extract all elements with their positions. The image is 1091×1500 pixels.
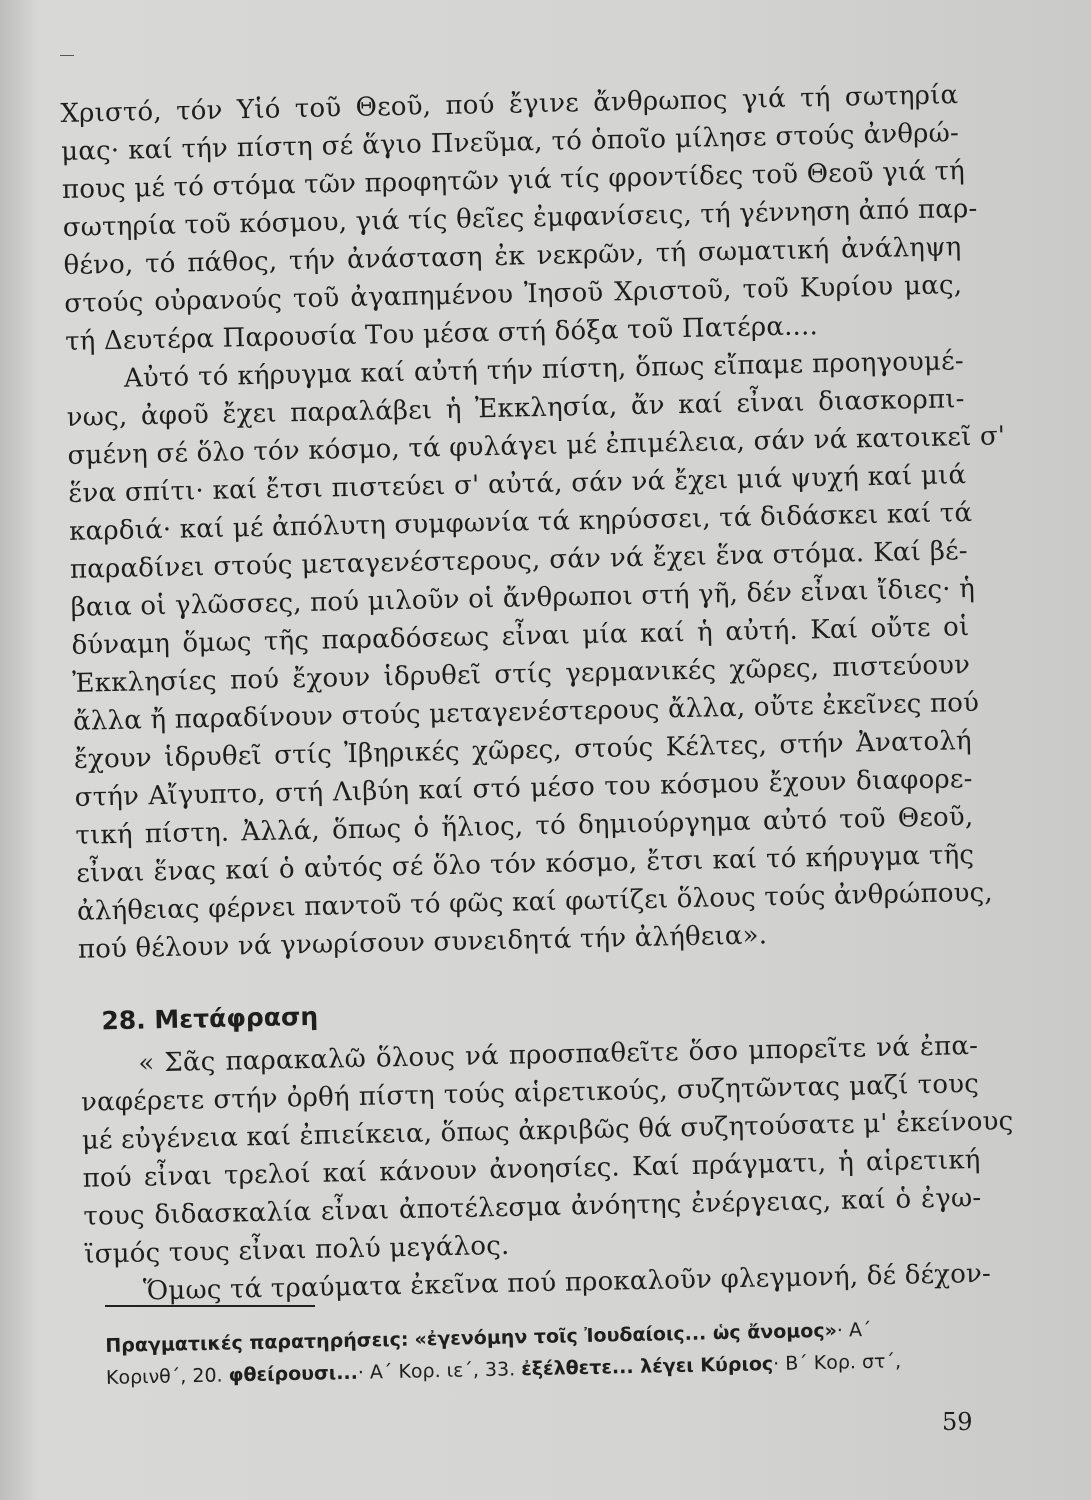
paragraph-3 — [80, 1027, 1014, 1274]
footnote-ref: · Β΄ Κορ. στ΄, — [772, 1350, 902, 1376]
text-line: παραδίνει στούς μεταγενέστερους, σάν νά ἔχει ἕνα στόμα. Καί βέ- — [69, 536, 969, 585]
text-line: ἕνα σπίτι· καί ἔτσι πιστεύει σ' αὐτά, σάν νά ἔχει μιά ψυχή καί μιά — [68, 460, 967, 509]
text-line: σωτηρία τοῦ κόσμου, γιά τίς θεῖες ἐμφανίσεις, τή γέννηση ἀπό παρ- — [62, 193, 978, 243]
text-line: Ὅμως τά τραύματα ἐκεῖνα πού προκαλοῦν φλεγμονή, δέ δέχον- — [142, 1258, 992, 1307]
text-line: δύναμη ὅμως τῆς παραδόσεως εἶναι μία καί ἡ αὐτή. Καί οὔτε οἱ — [71, 612, 970, 661]
text-line: ἔχουν ἱδρυθεῖ στίς Ἰβηρικές χῶρες, στούς Κέλτες, στήν Ἀνατολή — [73, 726, 973, 775]
text-line: στούς οὐρανούς τοῦ ἀγαπημένου Ἰησοῦ Χριστοῦ, τοῦ Κυρίου μας, — [64, 270, 963, 319]
text-line: ἀλήθειας φέρνει παντοῦ τό φῶς καί φωτίζει ὅλους τούς ἀνθρώπους, — [76, 877, 994, 927]
text-line: νως, ἀφοῦ ἔχει παραλάβει ἡ Ἐκκλησία, ἄν καί εἶναι διασκορπι- — [66, 384, 965, 433]
text-line: ἄλλα ἤ παραδίνουν στούς μεταγενέστερους ἄλλα, οὔτε ἐκεῖνες πού — [72, 687, 980, 737]
text-line: ϊσμός τους εἶναι πολύ μεγάλος. — [83, 1230, 510, 1270]
footnote-ref: · Α΄ Κορ. ιε΄, 33. — [357, 1358, 516, 1384]
text-line: καρδιά· καί μέ ἀπόλυτη συμφωνία τά κηρύσσει, τά διδάσκει καί τά — [68, 497, 973, 547]
text-line: βαια οἱ γλῶσσες, πού μιλοῦν οἱ ἄνθρωποι στή γῆ, δέν εἶναι ἴδιες· ἡ — [70, 573, 976, 623]
text-line: Αὐτό τό κήρυγμα καί αὐτή τήν πίστη, ὅπως εἴπαμε προηγουμέ- — [123, 346, 965, 394]
margin-mark — [60, 55, 74, 56]
text-line: Χριστό, τόν Υἱό τοῦ Θεοῦ, πού ἔγινε ἄνθρωπος γιά τή σωτηρία — [60, 80, 959, 129]
footnote-ref: Κορινθ΄, 20. — [105, 1364, 223, 1389]
text-line: Ἐκκλησίες πού ἔχουν ἱδρυθεῖ στίς γερμανικές χῶρες, πιστεύουν — [72, 650, 971, 699]
text-line: στήν Αἴγυπτο, στή Λιβύη καί στό μέσο του κόσμου ἔχουν διαφορε- — [74, 764, 973, 813]
text-line: πους μέ τό στόμα τῶν προφητῶν γιά τίς φροντίδες τοῦ Θεοῦ γιά τή — [61, 156, 966, 205]
text-line: σμένη σέ ὅλο τόν κόσμο, τά φυλάγει μέ ἐπιμέλεια, σάν νά κατοικεῖ σ' — [67, 421, 1006, 471]
paragraph-1 — [60, 76, 978, 361]
section-heading: 28. Μετάφραση — [101, 1001, 319, 1036]
footnote-ref: · Α΄ — [836, 1318, 872, 1342]
text-line: τή Δευτέρα Παρουσία Του μέσα στή δόξα τοῦ Πατέρα.... — [64, 311, 819, 357]
text-line: εἶναι ἕνας καί ὁ αὐτός σέ ὅλο τόν κόσμο, ἔτσι καί τό κήρυγμα τῆς — [76, 840, 975, 889]
main-text — [60, 76, 1014, 1312]
paragraph-2 — [66, 342, 1006, 969]
text-line: τική πίστη. Ἀλλά, ὅπως ὁ ἥλιος, τό δημιούργημα αὐτό τοῦ Θεοῦ, — [75, 802, 974, 851]
footnote-rule — [105, 1305, 315, 1307]
footnotes — [105, 1312, 966, 1394]
page-number: 59 — [942, 1408, 973, 1436]
text-line: τους διδασκαλία εἶναι ἀποτέλεσμα ἀνόητης ἐνέργειας, καί ὁ ἐγω- — [83, 1182, 982, 1232]
footnote-quote: «ἐγενόμην τοῖς Ἰουδαίοις... ὡς ἄνομος» — [414, 1319, 838, 1351]
text-line: μας· καί τήν πίστη σέ ἅγιο Πνεῦμα, τό ὁποῖο μίλησε στούς ἀνθρώ- — [60, 118, 960, 167]
footnote-label: Πραγματικές παρατηρήσεις: — [105, 1328, 409, 1357]
footnote-quote: φθείρουσι... — [228, 1361, 359, 1387]
text-line: πού θέλουν νά γνωρίσουν συνειδητά τήν ἀλήθεια». — [77, 920, 768, 965]
text-line: πού εἶναι τρελοί καί κάνουν ἀνοησίες. Καί πράγματι, ἡ αἱρετική — [82, 1144, 981, 1194]
text-line: « Σᾶς παρακαλῶ ὅλους νά προσπαθεῖτε ὅσο μπορεῖτε νά ἐπα- — [137, 1030, 979, 1079]
text-line: θένο, τό πάθος, τήν ἀνάσταση ἐκ νεκρῶν, τή σωματική ἀνάληψη — [63, 232, 962, 281]
text-line: ναφέρετε στήν ὀρθή πίστη τούς αἱρετικούς, συζητῶντας μαζί τους — [80, 1068, 980, 1118]
text-line: μέ εὐγένεια καί ἐπιείκεια, ὅπως ἀκριβῶς θά συζητούσατε μ' ἐκείνους — [81, 1106, 1014, 1156]
footnote-quote: ἐξέλθετε... λέγει Κύριος — [520, 1353, 774, 1381]
